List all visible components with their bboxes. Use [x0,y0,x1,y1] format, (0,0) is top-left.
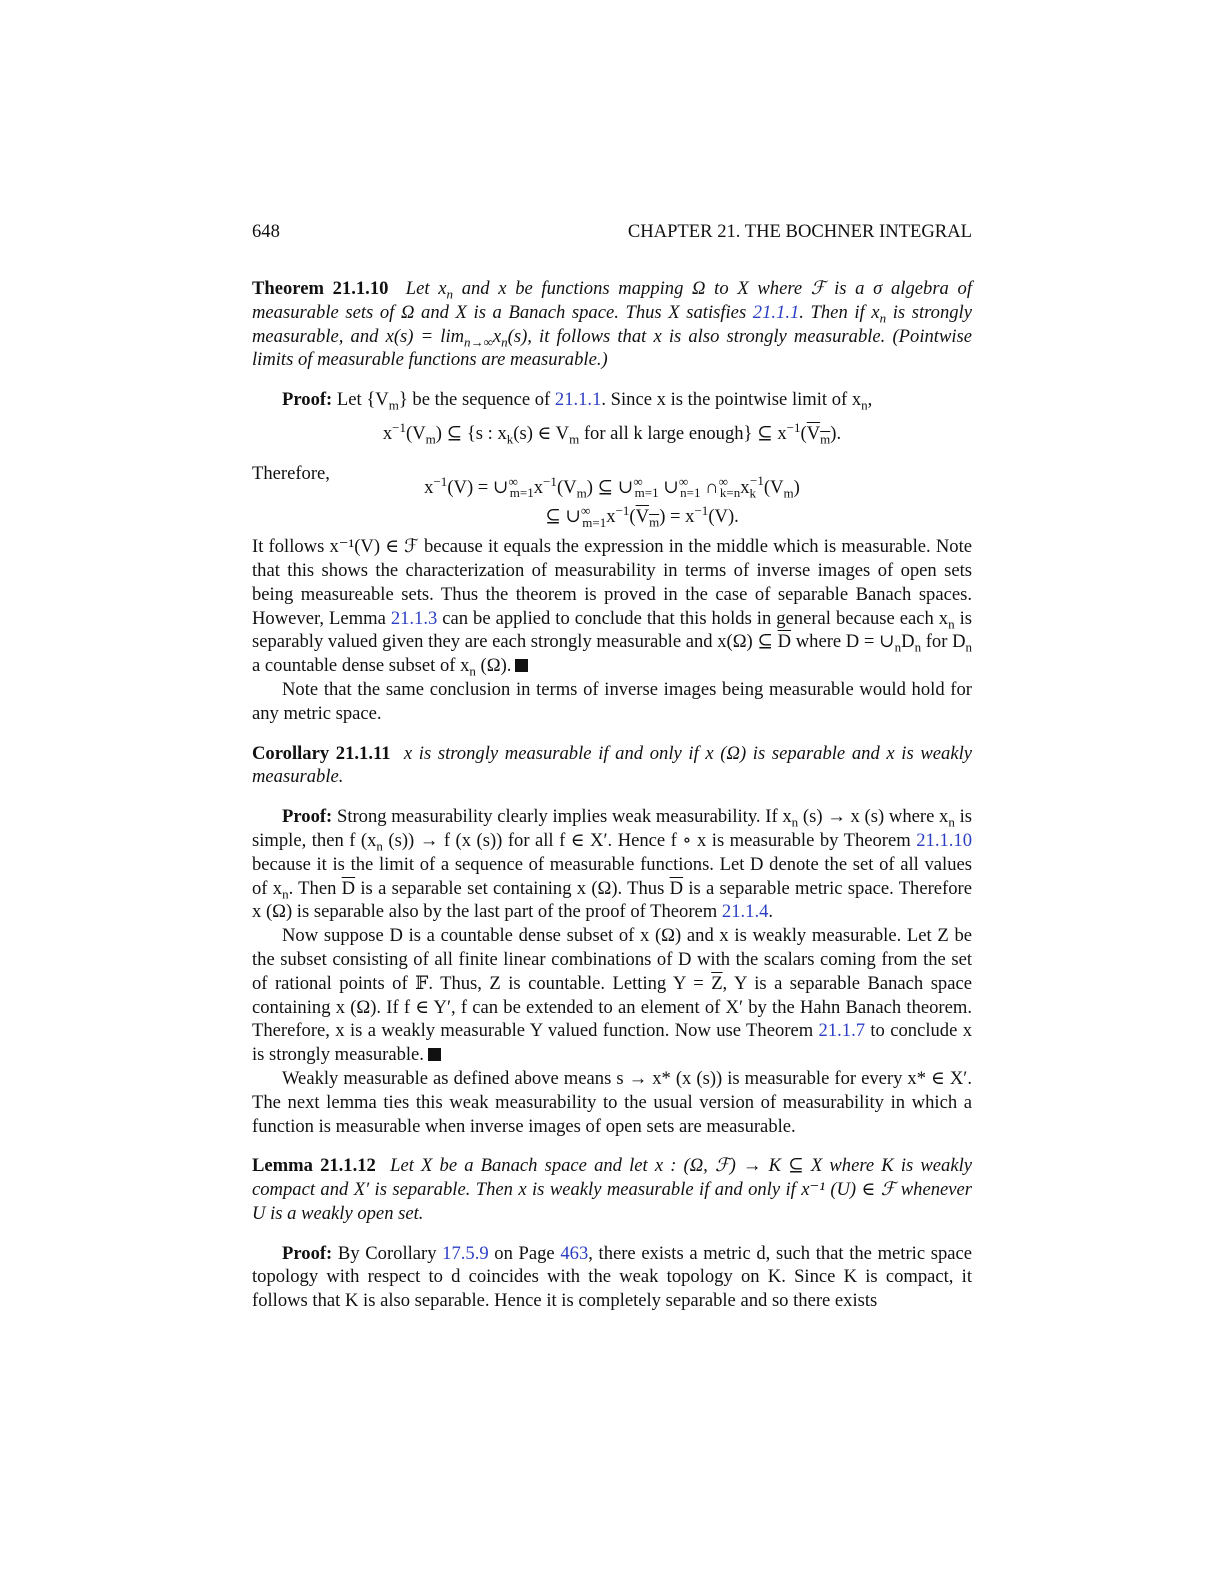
qed-square [428,1048,441,1061]
weak-measurability-paragraph: Weakly measurable as defined above means s → x* (x (s)) is measurable for every x* ∈ X′. The next lemma ties this weak measurability to the usual version of measurability in which a function is measurable when inverse images of open sets are measurable. [252,1067,972,1137]
theorem-text: Let $x_n$ and x be functions mapping Ω to X where ℱ is a σ algebra of measurable sets of Ω and X is a Banach space. Thus X satisfies [252,278,973,323]
equation-union-line-1: $x^{-1}(V)$ = $\cup^\infty_{m=1}x^{-1}(V_m)$ ⊆ $\cup^\infty_{m=1}$ $\cup^\infty_{n=1}$ $\cap^\infty_{k=n}x_k^{-1}(V_m)$ [424,473,800,501]
ref-21-1-1[interactable]: 21.1.1 [752,301,800,323]
page-body [252,277,972,1313]
qed-square [515,659,528,672]
ref-21-1-3[interactable]: 21.1.3 [390,607,438,629]
theorem-21-1-10: Theorem 21.1.10 Let $x_n$ and x be functions mapping Ω to X where ℱ is a σ algebra of measurable sets of Ω and X is a Banach space. Thus X satisfies 21.1.1. Then if $x_n$ is strongly measurable, and $x(s) = \lim_{n\to\infty}x_n(s)$, it follows that x is also strongly measurable. (Pointwise limits of measurable functions are measurable.) [252,278,973,371]
therefore-label: Therefore, [252,462,330,484]
ref-21-1-1[interactable]: 21.1.1 [554,389,602,411]
proof-paragraph: Proof: By Corollary 17.5.9 on Page 463, there exists a metric d, such that the metric space topology with respect to d coincides with the weak topology on K. Since K is compact, it follows that K is also separable. Hence it is completely separable and so there exists [252,1242,973,1312]
lemma-text: Let X be a Banach space and let x : (Ω, ℱ) → K ⊆ X where K is weakly compact and X′ is separable. Then x is weakly measurable if and only if x⁻¹ (U) ∈ ℱ whenever U is a weakly open set. [252,1155,972,1224]
note-paragraph: Note that the same conclusion in terms of inverse images being measurable would hold for any metric space. [252,678,972,724]
running-header [252,220,972,244]
proof-paragraph: Proof: Strong measurability clearly implies weak measurability. If $x_n$ (s) → x (s) where $x_n$ is simple, then f ($x_n$ (s)) → f (x (s)) for all f ∈ X′. Hence f ∘ x is measurable by Theorem 21.1.10 because it is the limit of a sequence of measurable functions. Let D denote the set of all values of $x_n$. Then $\overline{D}$ is a separable set containing x (Ω). Thus $\overline{D}$ is a separable metric space. Therefore x (Ω) is separable also by the last part of the proof of Theorem 21.1.4. [252,806,972,923]
page-number: 648 [252,221,280,242]
theorem-label: Theorem 21.1.10 [252,278,389,299]
ref-17-5-9[interactable]: 17.5.9 [442,1242,489,1264]
proof-paragraph-2: Now suppose D is a countable dense subset of x (Ω) and x is weakly measurable. Let Z be the subset consisting of all finite linear combinations of D with the scalars coming from the set of rational points of 𝔽. Thus, Z is countable. Letting $Y = \overline{Z}$, Y is a separable Banach space containing x (Ω). If f ∈ Y′, f can be extended to an element of X′ by the Hahn Banach theorem. Therefore, x is a weakly measurable Y valued function. Now use Theorem 21.1.7 to conclude x is strongly measurable. [252,925,972,1066]
proof-paragraph: Proof: Let $\{V_m\}$ be the sequence of 21.1.1. Since x is the pointwise limit of $x_n$, [282,389,873,413]
corollary-21-1-11 [252,742,972,790]
proof-conclusion-paragraph: It follows x⁻¹(V) ∈ ℱ because it equals the expression in the middle which is measurable. Note that this shows the characterization of measurability in terms of inverse images of open sets being measureable sets. Thus the theorem is proved in the case of separable Banach spaces. However, Lemma 21.1.3 can be applied to conclude that this holds in general because each $x_n$ is separably valued given they are each strongly measurable and x(Ω) ⊆ $\overline{D}$ where $D = \cup_nD_n$ for $D_n$ a countable dense subset of $x_n$ (Ω). [252,536,973,679]
corollary-text: x is strongly measurable if and only if x (Ω) is separable and x is weakly measurable. [252,742,972,788]
ref-21-1-10[interactable]: 21.1.10 [916,829,972,851]
running-title: CHAPTER 21. THE BOCHNER INTEGRAL [627,221,972,242]
ref-page-463[interactable]: 463 [560,1242,589,1264]
corollary-label: Corollary 21.1.11 [252,742,391,764]
lemma-label: Lemma 21.1.12 [252,1155,376,1177]
ref-21-1-7[interactable]: 21.1.7 [818,1020,866,1042]
proof-label: Proof: [282,806,333,828]
proof-label: Proof: [282,1242,333,1264]
lemma-21-1-12 [252,1154,972,1225]
equation-union-line-2: ⊆ $\cup^\infty_{m=1}x^{-1}(V_m) = x^{-1}(V)$. [545,503,739,531]
proof-label: Proof: [282,389,333,411]
ref-21-1-4[interactable]: 21.1.4 [721,901,769,923]
equation-inverse-image: $x^{-1}(V_m)$ ⊆ {s : $x_k(s)$ ∈ $V_m$ for all k large enough} ⊆ $x^{-1}(V_m)$. [382,419,842,447]
